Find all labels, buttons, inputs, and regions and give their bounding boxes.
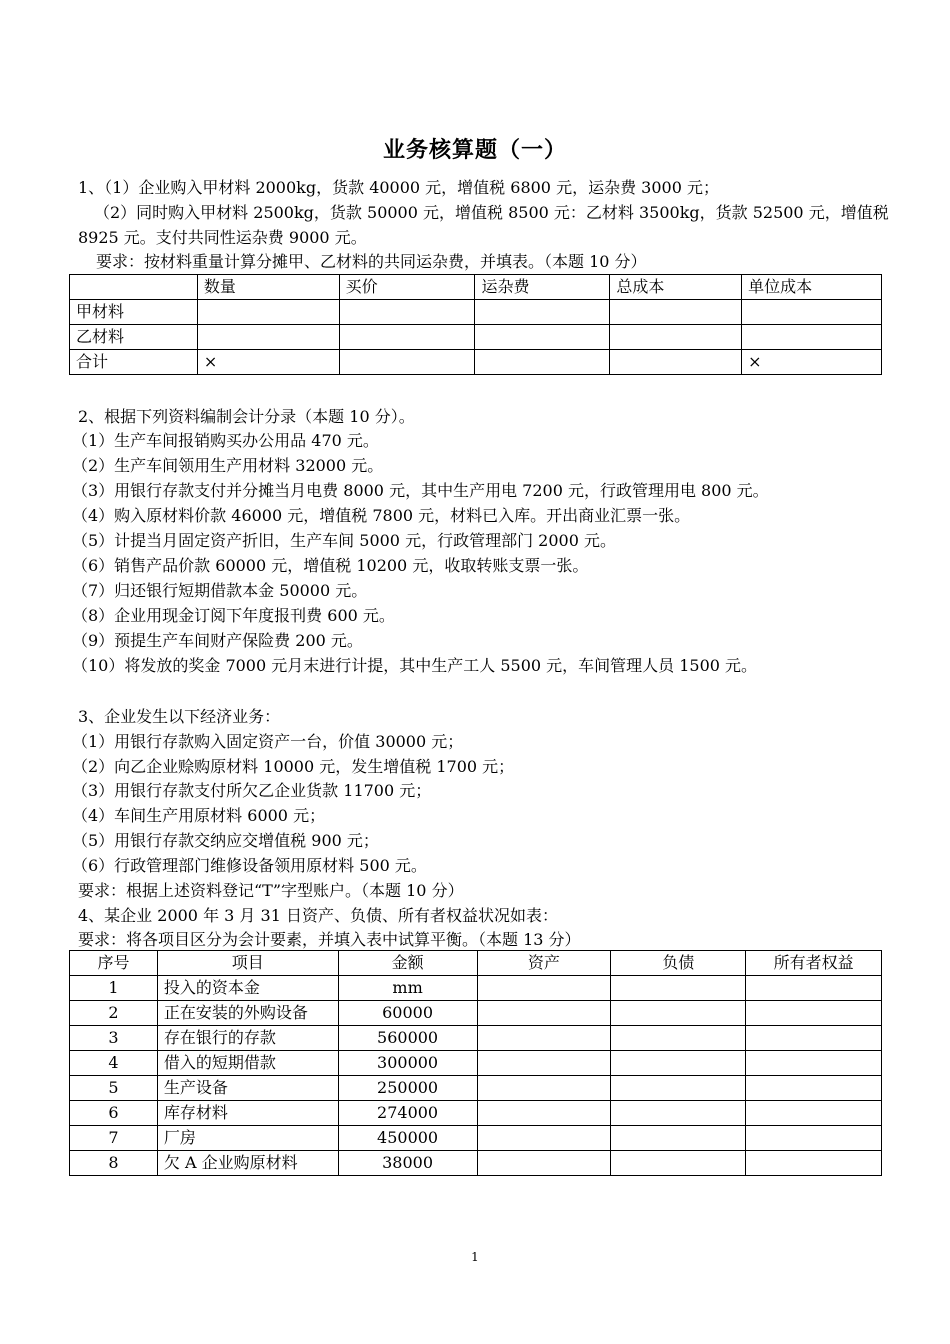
table-cell: [746, 976, 882, 1001]
table-header-cell: 总成本: [610, 275, 742, 300]
table-header-row: [70, 275, 882, 300]
table-cell: [610, 325, 742, 350]
table-cell: [746, 1151, 882, 1176]
table-cell: [611, 976, 746, 1001]
table-cell: [611, 1051, 746, 1076]
table-row: [70, 1101, 882, 1126]
table-row: [70, 1001, 882, 1026]
table-cell: 合计: [70, 350, 198, 375]
table-row: [70, 300, 882, 325]
table-header-cell: 所有者权益: [746, 951, 882, 976]
list-item: （2）向乙企业赊购原材料 10000 元，发生增值税 1700 元；: [72, 757, 515, 776]
table-header-cell: 项目: [157, 951, 338, 976]
table-cell: [477, 1101, 611, 1126]
table-row: [70, 1151, 882, 1176]
table-cell: 560000: [338, 1026, 477, 1051]
table-cell: [611, 1151, 746, 1176]
table-cell: [197, 300, 339, 325]
list-item: （1）生产车间报销购买办公用品 470 元。: [72, 431, 379, 450]
q1-requirement: 要求：按材料重量计算分摊甲、乙材料的共同运杂费，并填表。（本题 10 分）: [96, 252, 647, 271]
q3-intro: 3、企业发生以下经济业务：: [78, 707, 281, 726]
table-cell: 乙材料: [70, 325, 198, 350]
table-header-cell: 资产: [477, 951, 611, 976]
table-header-cell: [70, 275, 198, 300]
table-header-cell: 买价: [339, 275, 475, 300]
table-cell: [477, 1051, 611, 1076]
q4-table: [69, 950, 882, 1176]
table-cell: [475, 325, 610, 350]
table-header-cell: 运杂费: [475, 275, 610, 300]
q1-line2: （2）同时购入甲材料 2500kg，货款 50000 元，增值税 8500 元：乙材料 3500kg，货款 52500 元，增值税 8925 元。支付共同性运杂费 9000 元。: [78, 203, 889, 247]
table-cell: [742, 300, 882, 325]
table-row: [70, 350, 882, 375]
page-number: 1: [471, 1250, 479, 1264]
table-row: [70, 1126, 882, 1151]
list-item: （4）车间生产用原材料 6000 元；: [72, 806, 326, 825]
list-item: （3）用银行存款支付所欠乙企业货款 11700 元；: [72, 781, 432, 800]
table-cell: [746, 1026, 882, 1051]
table-cell: 3: [70, 1026, 158, 1051]
table-cell: [611, 1001, 746, 1026]
list-item: （10）将发放的奖金 7000 元月末进行计提，其中生产工人 5500 元，车间管理人员 1500 元。: [72, 656, 758, 675]
table-cell: [339, 325, 475, 350]
table-row: [70, 1051, 882, 1076]
list-item: （5）用银行存款交纳应交增值税 900 元；: [72, 831, 379, 850]
list-item: （3）用银行存款支付并分摊当月电费 8000 元，其中生产用电 7200 元，行政管理用电 800 元。: [72, 481, 769, 500]
q4-intro: 4、某企业 2000 年 3 月 31 日资产、负债、所有者权益状况如表：: [78, 906, 558, 925]
table-cell: ×: [197, 350, 339, 375]
table-cell: 274000: [338, 1101, 477, 1126]
table-cell: [611, 1101, 746, 1126]
table-cell: 300000: [338, 1051, 477, 1076]
table-cell: 7: [70, 1126, 158, 1151]
table-cell: [746, 1076, 882, 1101]
table-row: [70, 976, 882, 1001]
table-cell: [746, 1126, 882, 1151]
list-item: （7）归还银行短期借款本金 50000 元。: [72, 581, 368, 600]
table-cell: [611, 1126, 746, 1151]
table-cell: 38000: [338, 1151, 477, 1176]
table-cell: [477, 1126, 611, 1151]
table-cell: 库存材料: [157, 1101, 338, 1126]
table-cell: [477, 1001, 611, 1026]
table-row: [70, 1026, 882, 1051]
table-cell: mm: [338, 976, 477, 1001]
table-header-cell: 序号: [70, 951, 158, 976]
table-cell: [610, 300, 742, 325]
table-cell: [742, 325, 882, 350]
table-cell: 8: [70, 1151, 158, 1176]
table-cell: 450000: [338, 1126, 477, 1151]
q1-line1: 1、（1）企业购入甲材料 2000kg，货款 40000 元，增值税 6800 元，运杂费 3000 元；: [78, 178, 719, 197]
table-cell: [475, 350, 610, 375]
q3-requirement: 要求：根据上述资料登记“T”字型账户。（本题 10 分）: [78, 881, 464, 900]
table-cell: 生产设备: [157, 1076, 338, 1101]
q4-requirement: 要求：将各项目区分为会计要素，并填入表中试算平衡。（本题 13 分）: [78, 930, 581, 949]
table-cell: 投入的资本金: [157, 976, 338, 1001]
q1-table: [69, 274, 882, 375]
table-cell: [477, 1151, 611, 1176]
table-cell: [477, 976, 611, 1001]
table-header-cell: 金额: [338, 951, 477, 976]
table-row: [70, 1076, 882, 1101]
table-cell: [610, 350, 742, 375]
q2-intro: 2、根据下列资料编制会计分录（本题 10 分）。: [78, 407, 415, 426]
table-header-cell: 数量: [197, 275, 339, 300]
table-cell: 正在安装的外购设备: [157, 1001, 338, 1026]
list-item: （6）销售产品价款 60000 元，增值税 10200 元，收取转账支票一张。: [72, 556, 589, 575]
table-cell: 欠 A 企业购原材料: [157, 1151, 338, 1176]
table-cell: 4: [70, 1051, 158, 1076]
table-cell: [611, 1026, 746, 1051]
table-cell: 2: [70, 1001, 158, 1026]
table-cell: [746, 1001, 882, 1026]
list-item: （9）预提生产车间财产保险费 200 元。: [72, 631, 363, 650]
table-cell: ×: [742, 350, 882, 375]
table-header-row: [70, 951, 882, 976]
table-cell: [197, 325, 339, 350]
table-cell: [475, 300, 610, 325]
table-cell: [746, 1051, 882, 1076]
table-cell: 6: [70, 1101, 158, 1126]
table-cell: [477, 1076, 611, 1101]
list-item: （6）行政管理部门维修设备领用原材料 500 元。: [72, 856, 427, 875]
table-cell: 甲材料: [70, 300, 198, 325]
table-cell: 5: [70, 1076, 158, 1101]
table-cell: [611, 1076, 746, 1101]
list-item: （1）用银行存款购入固定资产一台，价值 30000 元；: [72, 732, 464, 751]
list-item: （4）购入原材料价款 46000 元，增值税 7800 元，材料已入库。开出商业汇票一张。: [72, 506, 691, 525]
table-cell: [339, 300, 475, 325]
table-row: [70, 325, 882, 350]
table-cell: 60000: [338, 1001, 477, 1026]
table-cell: [477, 1026, 611, 1051]
table-cell: 厂房: [157, 1126, 338, 1151]
list-item: （8）企业用现金订阅下年度报刊费 600 元。: [72, 606, 395, 625]
table-cell: 1: [70, 976, 158, 1001]
table-cell: 250000: [338, 1076, 477, 1101]
table-header-cell: 单位成本: [742, 275, 882, 300]
list-item: （5）计提当月固定资产折旧，生产车间 5000 元，行政管理部门 2000 元。: [72, 531, 616, 550]
table-cell: 存在银行的存款: [157, 1026, 338, 1051]
list-item: （2）生产车间领用生产用材料 32000 元。: [72, 456, 384, 475]
table-header-cell: 负债: [611, 951, 746, 976]
table-cell: [339, 350, 475, 375]
page-title: 业务核算题（一）: [382, 138, 567, 163]
table-cell: 借入的短期借款: [157, 1051, 338, 1076]
table-cell: [746, 1101, 882, 1126]
